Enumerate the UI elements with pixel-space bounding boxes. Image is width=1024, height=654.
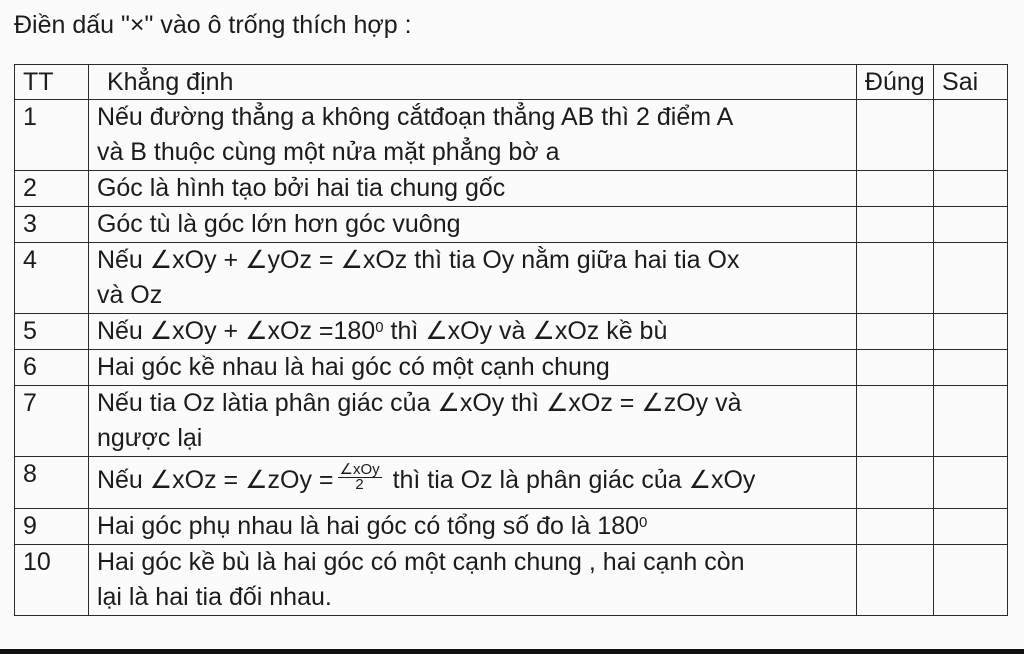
claim-part: thì tia Oz là phân giác của ∠xOy <box>385 466 756 494</box>
false-answer-cell[interactable] <box>934 243 1008 314</box>
table-row <box>15 314 1008 350</box>
claim-part: Nếu ∠xOy + ∠xOz =180 <box>96 317 376 345</box>
degree-superscript: 0 <box>375 319 384 336</box>
row-number: 1 <box>15 100 89 171</box>
instruction-text: Điền dấu "×" vào ô trống thích hợp : <box>14 11 412 39</box>
fraction <box>338 460 382 493</box>
true-answer-cell[interactable] <box>856 350 933 386</box>
true-answer-cell[interactable] <box>856 509 933 545</box>
claim-part: thì ∠xOy và ∠xOz kề bù <box>383 317 668 345</box>
claim-part: Nếu ∠xOz = ∠zOy = <box>96 466 334 494</box>
false-answer-cell[interactable] <box>934 457 1008 509</box>
true-answer-cell[interactable] <box>856 243 933 314</box>
claim-text <box>88 100 856 171</box>
false-answer-cell[interactable] <box>934 386 1008 457</box>
row-number: 8 <box>15 457 89 509</box>
table-row <box>15 171 1008 207</box>
claim-text: Hai góc kề nhau là hai góc có một cạnh chung <box>88 350 856 386</box>
false-answer-cell[interactable] <box>934 314 1008 350</box>
claim-text: Góc là hình tạo bởi hai tia chung gốc <box>88 171 856 207</box>
claim-line: và B thuộc cùng một nửa mặt phẳng bờ a <box>96 138 560 166</box>
row-number: 7 <box>15 386 89 457</box>
row-number: 6 <box>15 350 89 386</box>
claim-text <box>88 314 856 350</box>
degree-superscript: 0 <box>639 514 648 531</box>
table-row <box>15 509 1008 545</box>
claim-line: Nếu ∠xOy + ∠yOz = ∠xOz thì tia Oy nằm giữa hai tia Ox <box>96 246 740 274</box>
false-answer-cell[interactable] <box>934 100 1008 171</box>
false-answer-cell[interactable] <box>934 509 1008 545</box>
row-number: 4 <box>15 243 89 314</box>
claim-text <box>88 243 856 314</box>
table-row <box>15 457 1008 509</box>
fraction-denominator: 2 <box>355 475 364 493</box>
claim-part: Hai góc phụ nhau là hai góc có tổng số đo là 180 <box>96 512 640 540</box>
true-answer-cell[interactable] <box>856 545 933 616</box>
bottom-border-strip <box>0 649 1024 654</box>
false-answer-cell[interactable] <box>934 350 1008 386</box>
claim-line: ngược lại <box>96 424 203 452</box>
claim-line: lại là hai tia đối nhau. <box>96 583 332 611</box>
claim-line: Nếu tia Oz làtia phân giác của ∠xOy thì ∠xOz = ∠zOy và <box>96 389 742 417</box>
true-false-table <box>14 64 1008 616</box>
claim-text <box>88 509 856 545</box>
claim-line: và Oz <box>96 281 163 309</box>
row-number: 5 <box>15 314 89 350</box>
claim-text <box>88 386 856 457</box>
true-answer-cell[interactable] <box>856 457 933 509</box>
true-answer-cell[interactable] <box>856 171 933 207</box>
header-false: Sai <box>934 65 1008 100</box>
header-tt: TT <box>15 65 89 100</box>
table-row <box>15 386 1008 457</box>
false-answer-cell[interactable] <box>934 207 1008 243</box>
header-true: Đúng <box>856 65 933 100</box>
true-answer-cell[interactable] <box>856 314 933 350</box>
false-answer-cell[interactable] <box>934 545 1008 616</box>
row-number: 2 <box>15 171 89 207</box>
true-answer-cell[interactable] <box>856 386 933 457</box>
claim-text <box>88 545 856 616</box>
claim-line: Hai góc kề bù là hai góc có một cạnh chung , hai cạnh còn <box>96 548 745 576</box>
table-row <box>15 207 1008 243</box>
row-number: 9 <box>15 509 89 545</box>
table-row <box>15 350 1008 386</box>
false-answer-cell[interactable] <box>934 171 1008 207</box>
true-answer-cell[interactable] <box>856 207 933 243</box>
table-header-row <box>15 65 1008 100</box>
claim-text: Góc tù là góc lớn hơn góc vuông <box>88 207 856 243</box>
fraction-numerator: ∠xOy <box>339 460 380 478</box>
claim-text <box>88 457 856 509</box>
row-number: 3 <box>15 207 89 243</box>
header-claim: Khẳng định <box>88 65 856 100</box>
row-number: 10 <box>15 545 89 616</box>
table-row <box>15 243 1008 314</box>
claim-line: Nếu đường thẳng a không cắtđoạn thẳng AB thì 2 điểm A <box>96 103 734 131</box>
table-row <box>15 545 1008 616</box>
table-row <box>15 100 1008 171</box>
true-answer-cell[interactable] <box>856 100 933 171</box>
